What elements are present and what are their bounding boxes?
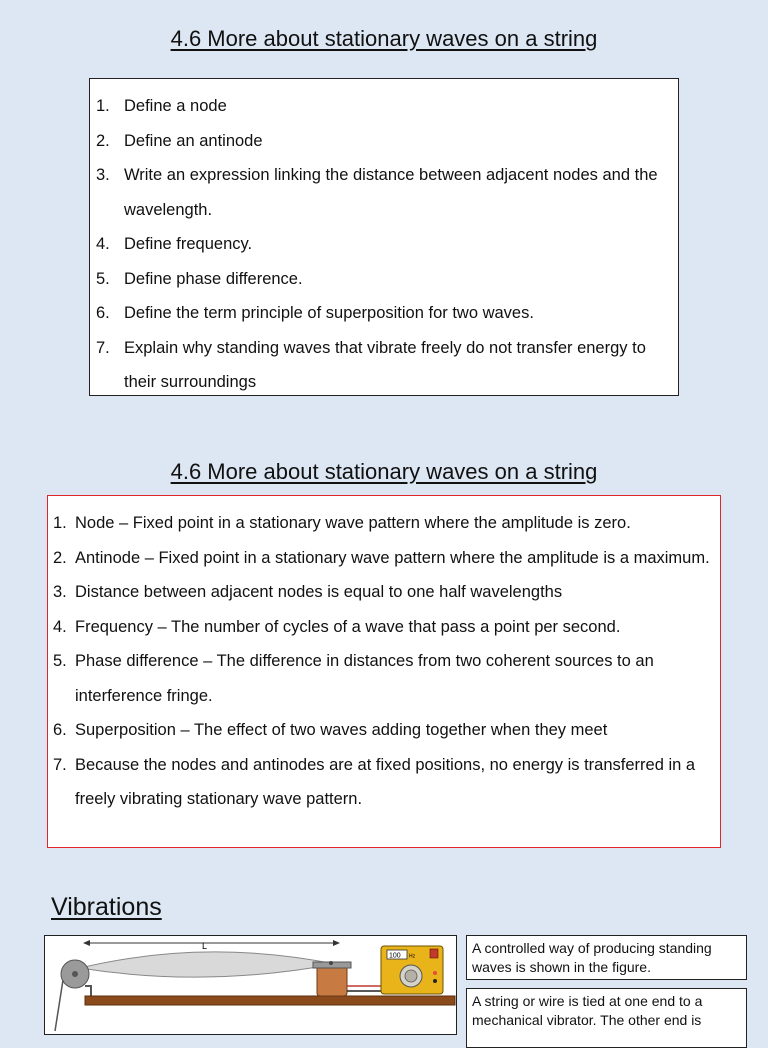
answer-number: 4.	[53, 617, 67, 636]
length-label: L	[202, 941, 208, 951]
question-item	[96, 296, 668, 331]
question-item	[96, 227, 668, 262]
answer-text: Antinode – Fixed point in a stationary wave pattern where the amplitude is a maximum.	[75, 548, 710, 567]
mechanical-vibrator	[317, 966, 347, 996]
answer-text: Distance between adjacent nodes is equal to one half wavelengths	[75, 583, 563, 601]
answer-item	[53, 541, 710, 576]
vibrations-title: Vibrations	[51, 893, 162, 921]
description-note-1: A controlled way of producing standing waves is shown in the figure.	[466, 935, 747, 980]
vibrator-apparatus-illustration	[45, 936, 456, 1034]
question-item	[96, 331, 668, 400]
frequency-unit: Hz	[409, 953, 416, 960]
question-text: Define phase difference.	[124, 269, 303, 288]
question-number: 6.	[96, 304, 110, 322]
question-text: Define an antinode	[124, 131, 263, 150]
question-number: 7.	[96, 338, 110, 357]
question-text: Define a node	[124, 97, 227, 115]
question-item	[96, 89, 668, 124]
answer-number: 6.	[53, 721, 67, 739]
question-item	[96, 124, 668, 159]
answer-number: 7.	[53, 755, 67, 774]
answer-text: Frequency – The number of cycles of a wave that pass a point per second.	[75, 617, 621, 636]
section1-title: 4.6 More about stationary waves on a string	[170, 26, 598, 51]
answer-number: 2.	[53, 548, 67, 567]
question-number: 5.	[96, 269, 110, 288]
questions-box	[89, 78, 679, 396]
question-number: 1.	[96, 97, 110, 115]
answer-text: Because the nodes and antinodes are at fixed positions, no energy is transferred in a freely vibrating stationary wave pattern.	[75, 755, 696, 808]
answer-item	[53, 644, 710, 713]
answer-text: Superposition – The effect of two waves adding together when they meet	[75, 721, 608, 739]
question-item	[96, 262, 668, 297]
answer-number: 3.	[53, 583, 67, 601]
question-text: Define frequency.	[124, 235, 253, 253]
answer-item	[53, 610, 710, 645]
answer-item	[53, 506, 710, 541]
answer-text: Node – Fixed point in a stationary wave pattern where the amplitude is zero.	[75, 514, 631, 532]
vibrator-figure	[44, 935, 457, 1035]
wooden-bench	[85, 996, 455, 1005]
question-number: 2.	[96, 131, 110, 150]
answer-item	[53, 575, 710, 610]
question-text: Define the term principle of superposition for two waves.	[124, 304, 534, 322]
answer-item	[53, 713, 710, 748]
question-number: 4.	[96, 235, 110, 253]
answer-text: Phase difference – The difference in distances from two coherent sources to an interference fringe.	[75, 652, 654, 705]
frequency-value: 100	[389, 952, 401, 960]
question-text: Explain why standing waves that vibrate freely do not transfer energy to their surroundings	[124, 338, 646, 391]
answers-box	[47, 495, 721, 848]
question-number: 3.	[96, 166, 110, 184]
section2-title: 4.6 More about stationary waves on a string	[170, 459, 598, 484]
answers-list	[48, 496, 720, 817]
question-text: Write an expression linking the distance between adjacent nodes and the wavelength.	[124, 166, 658, 219]
description-note-2: A string or wire is tied at one end to a mechanical vibrator. The other end is	[466, 988, 747, 1048]
questions-list	[90, 79, 678, 400]
answer-number: 1.	[53, 514, 67, 532]
answer-item	[53, 748, 710, 817]
question-item	[96, 158, 668, 227]
answer-number: 5.	[53, 652, 67, 670]
standing-wave-envelope	[80, 952, 335, 977]
